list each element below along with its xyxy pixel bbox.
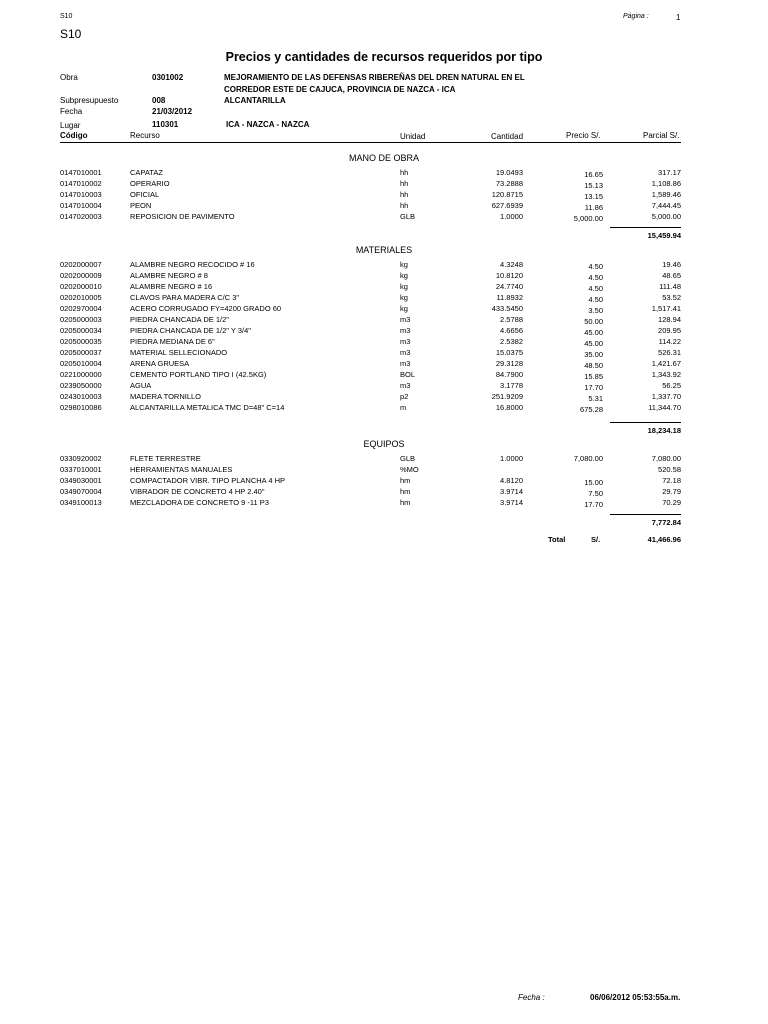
row-unit: kg <box>400 293 408 302</box>
row-resource: MADERA TORNILLO <box>130 392 201 401</box>
row-unit: hm <box>400 498 411 507</box>
table-row <box>0 260 768 271</box>
table-row <box>0 304 768 315</box>
obra-description-line1: MEJORAMIENTO DE LAS DEFENSAS RIBEREÑAS DEL DREN NATURAL EN EL <box>224 73 525 82</box>
row-code: 0147010003 <box>60 190 102 199</box>
row-resource: COMPACTADOR VIBR. TIPO PLANCHA 4 HP <box>130 476 286 485</box>
row-code: 0239050000 <box>60 381 102 390</box>
table-row <box>0 476 768 487</box>
row-unit: GLB <box>400 454 416 463</box>
row-partial: 526.31 <box>658 348 681 357</box>
table-row <box>0 370 768 381</box>
row-unit: GLB <box>400 212 416 221</box>
row-price: 4.50 <box>588 295 603 304</box>
row-price: 50.00 <box>584 317 603 326</box>
table-row <box>0 359 768 370</box>
obra-label: Obra <box>60 73 78 82</box>
row-price: 45.00 <box>584 339 603 348</box>
section-title-materiales: MATERIALES <box>355 245 413 255</box>
row-unit: hh <box>400 190 409 199</box>
total-value: 41,466.96 <box>647 535 681 544</box>
row-partial: 7,080.00 <box>651 454 681 463</box>
row-price: 5,000.00 <box>573 214 603 223</box>
row-quantity: 251.9209 <box>491 392 523 401</box>
row-quantity: 4.8120 <box>500 476 523 485</box>
page-label: Página : <box>623 13 649 20</box>
row-price: 17.70 <box>584 383 603 392</box>
row-code: 0205000003 <box>60 315 102 324</box>
row-partial: 72.18 <box>662 476 681 485</box>
subtotal-materiales: 18,234.18 <box>647 426 681 435</box>
row-partial: 70.29 <box>662 498 681 507</box>
column-header-unidad: Unidad <box>400 132 426 141</box>
row-unit: m <box>400 403 407 412</box>
table-row <box>0 326 768 337</box>
row-resource: PIEDRA CHANCADA DE 1/2" <box>130 315 229 324</box>
section-title-mano-de-obra: MANO DE OBRA <box>348 153 419 163</box>
column-header-recurso: Recurso <box>130 131 160 140</box>
row-code: 0205000037 <box>60 348 102 357</box>
row-code: 0147010001 <box>60 168 102 177</box>
row-partial: 1,589.46 <box>651 190 681 199</box>
small-system-label: S10 <box>60 13 73 20</box>
row-quantity: 120.8715 <box>491 190 523 199</box>
footer-fecha-value: 06/06/2012 05:53:55a.m. <box>590 993 681 1002</box>
row-price: 16.65 <box>584 170 603 179</box>
row-price: 4.50 <box>588 273 603 282</box>
table-row <box>0 271 768 282</box>
row-quantity: 3.1778 <box>500 381 523 390</box>
subtotal-mano-de-obra: 15,459.94 <box>647 231 681 240</box>
row-price: 7,080.00 <box>573 454 603 463</box>
row-price: 17.70 <box>584 500 603 509</box>
row-resource: MEZCLADORA DE CONCRETO 9 -11 P3 <box>130 498 269 507</box>
row-unit: hm <box>400 476 411 485</box>
table-row <box>0 190 768 201</box>
row-quantity: 73.2888 <box>495 179 523 188</box>
row-unit: kg <box>400 304 408 313</box>
row-quantity: 10.8120 <box>495 271 523 280</box>
row-partial: 53.52 <box>662 293 681 302</box>
row-unit: m3 <box>400 359 411 368</box>
row-quantity: 11.8932 <box>496 293 523 302</box>
row-price: 15.85 <box>584 372 603 381</box>
total-currency: S/. <box>591 535 601 544</box>
row-code: 0202000007 <box>60 260 102 269</box>
row-unit: m3 <box>400 348 411 357</box>
row-quantity: 3.9714 <box>500 498 523 507</box>
row-code: 0202010005 <box>60 293 102 302</box>
row-price: 45.00 <box>584 328 603 337</box>
row-unit: m3 <box>400 326 411 335</box>
table-row <box>0 315 768 326</box>
row-code: 0349030001 <box>60 476 102 485</box>
row-code: 0221000000 <box>60 370 102 379</box>
row-resource: ALCANTARILLA METALICA TMC D=48" C=14 <box>130 403 285 412</box>
row-resource: AGUA <box>130 381 152 390</box>
table-row <box>0 381 768 392</box>
row-quantity: 2.5788 <box>500 315 523 324</box>
column-header-precio: Precio S/. <box>566 131 601 140</box>
row-resource: MATERIAL SELLECIONADO <box>130 348 228 357</box>
row-price: 4.50 <box>588 284 603 293</box>
row-unit: p2 <box>400 392 409 401</box>
row-quantity: 3.9714 <box>500 487 523 496</box>
subtotal-divider <box>610 422 681 423</box>
row-partial: 1,343.92 <box>651 370 681 379</box>
row-resource: CLAVOS PARA MADERA C/C 3" <box>130 293 240 302</box>
row-resource: PEON <box>130 201 152 210</box>
row-code: 0147020003 <box>60 212 102 221</box>
report-title: Precios y cantidades de recursos requeridos por tipo <box>225 50 543 64</box>
table-row <box>0 498 768 509</box>
row-price: 15.13 <box>584 181 603 190</box>
row-code: 0205000034 <box>60 326 102 335</box>
row-partial: 128.94 <box>658 315 681 324</box>
row-resource: PIEDRA CHANCADA DE 1/2" Y 3/4" <box>130 326 251 335</box>
row-partial: 1,517.41 <box>651 304 681 313</box>
row-quantity: 1.0000 <box>500 212 523 221</box>
row-resource: REPOSICION DE PAVIMENTO <box>130 212 235 221</box>
row-price: 675.28 <box>580 405 603 414</box>
row-partial: 317.17 <box>658 168 681 177</box>
lugar-label: Lugar <box>60 121 81 130</box>
row-price: 5.31 <box>588 394 603 403</box>
row-unit: m3 <box>400 337 411 346</box>
table-row <box>0 179 768 190</box>
table-row <box>0 282 768 293</box>
row-code: 0349070004 <box>60 487 102 496</box>
row-unit: hm <box>400 487 411 496</box>
table-row <box>0 403 768 414</box>
row-partial: 29.79 <box>662 487 681 496</box>
row-quantity: 29.3128 <box>495 359 523 368</box>
row-price: 3.50 <box>588 306 603 315</box>
table-row <box>0 392 768 403</box>
row-code: 0298010086 <box>60 403 102 412</box>
row-partial: 114.22 <box>658 337 681 346</box>
row-partial: 209.95 <box>658 326 681 335</box>
subtotal-equipos: 7,772.84 <box>651 518 681 527</box>
section-title-equipos: EQUIPOS <box>363 439 405 449</box>
row-quantity: 24.7740 <box>495 282 523 291</box>
table-row <box>0 212 768 223</box>
total-label: Total <box>548 535 566 544</box>
row-partial: 5,000.00 <box>651 212 681 221</box>
row-unit: hh <box>400 179 409 188</box>
row-quantity: 84.7900 <box>495 370 523 379</box>
row-code: 0337010001 <box>60 465 102 474</box>
row-price: 11.86 <box>584 203 603 212</box>
row-price: 48.50 <box>584 361 603 370</box>
row-resource: ALAMBRE NEGRO # 16 <box>130 282 213 291</box>
row-price: 7.50 <box>588 489 603 498</box>
table-row <box>0 487 768 498</box>
row-quantity: 16.8000 <box>495 403 523 412</box>
subtotal-divider <box>610 514 681 515</box>
row-code: 0330920002 <box>60 454 102 463</box>
row-resource: CEMENTO PORTLAND TIPO I (42.5KG) <box>130 370 267 379</box>
row-code: 0147010004 <box>60 201 102 210</box>
row-code: 0243010003 <box>60 392 102 401</box>
table-row <box>0 293 768 304</box>
subpresupuesto-description: ALCANTARILLA <box>224 96 286 105</box>
row-resource: ACERO CORRUGADO FY=4200 GRADO 60 <box>130 304 282 313</box>
row-partial: 1,337.70 <box>651 392 681 401</box>
row-unit: kg <box>400 260 408 269</box>
row-partial: 520.58 <box>658 465 681 474</box>
lugar-description: ICA - NAZCA - NAZCA <box>226 120 310 129</box>
row-unit: m3 <box>400 381 411 390</box>
row-partial: 11,344.70 <box>648 403 681 412</box>
row-code: 0202000010 <box>60 282 102 291</box>
row-unit: hh <box>400 201 409 210</box>
obra-description-line2: CORREDOR ESTE DE CAJUCA, PROVINCIA DE NAZCA - ICA <box>224 85 456 94</box>
row-partial: 56.25 <box>662 381 681 390</box>
column-header-parcial: Parcial S/. <box>643 131 680 140</box>
row-price: 35.00 <box>584 350 603 359</box>
row-partial: 19.46 <box>662 260 681 269</box>
row-partial: 1,421.67 <box>651 359 681 368</box>
row-code: 0202970004 <box>60 304 102 313</box>
row-code: 0147010002 <box>60 179 102 188</box>
row-unit: kg <box>400 271 408 280</box>
row-resource: ALAMBRE NEGRO # 8 <box>130 271 208 280</box>
subpresupuesto-code: 008 <box>152 96 166 105</box>
table-row <box>0 201 768 212</box>
row-quantity: 433.5450 <box>491 304 523 313</box>
row-resource: OFICIAL <box>130 190 160 199</box>
row-partial: 7,444.45 <box>651 201 681 210</box>
row-quantity: 1.0000 <box>500 454 523 463</box>
row-unit: kg <box>400 282 408 291</box>
row-resource: HERRAMIENTAS MANUALES <box>130 465 233 474</box>
row-resource: ARENA GRUESA <box>130 359 190 368</box>
row-resource: CAPATAZ <box>130 168 163 177</box>
row-resource: ALAMBRE NEGRO RECOCIDO # 16 <box>130 260 255 269</box>
table-row <box>0 454 768 465</box>
table-row <box>0 168 768 179</box>
footer-fecha-label: Fecha : <box>518 993 545 1002</box>
column-header-cantidad: Cantidad <box>491 132 524 141</box>
row-partial: 111.48 <box>659 282 681 291</box>
row-unit: %MO <box>400 465 419 474</box>
row-quantity: 627.6939 <box>491 201 523 210</box>
lugar-code: 110301 <box>152 120 179 129</box>
table-row <box>0 348 768 359</box>
table-row <box>0 465 768 476</box>
subtotal-divider <box>610 227 681 228</box>
fecha-value: 21/03/2012 <box>152 107 193 116</box>
row-quantity: 4.3248 <box>500 260 523 269</box>
row-resource: VIBRADOR DE CONCRETO 4 HP 2.40" <box>130 487 265 496</box>
row-code: 0205010004 <box>60 359 102 368</box>
column-header-codigo: Código <box>60 131 88 140</box>
row-resource: FLETE TERRESTRE <box>130 454 201 463</box>
row-code: 0205000035 <box>60 337 102 346</box>
obra-code: 0301002 <box>152 73 184 82</box>
row-unit: BOL <box>400 370 416 379</box>
fecha-label: Fecha <box>60 107 83 116</box>
row-unit: hh <box>400 168 409 177</box>
table-row <box>0 337 768 348</box>
row-quantity: 19.0493 <box>495 168 523 177</box>
row-price: 4.50 <box>588 262 603 271</box>
row-price: 15.00 <box>584 478 603 487</box>
row-partial: 48.65 <box>662 271 681 280</box>
row-quantity: 15.0375 <box>495 348 523 357</box>
system-title: S10 <box>60 27 82 41</box>
row-quantity: 4.6656 <box>500 326 523 335</box>
column-header-divider <box>60 142 681 143</box>
row-code: 0349100013 <box>60 498 102 507</box>
row-resource: OPERARIO <box>130 179 170 188</box>
row-code: 0202000009 <box>60 271 102 280</box>
row-price: 13.15 <box>584 192 603 201</box>
subpresupuesto-label: Subpresupuesto <box>60 96 119 105</box>
row-unit: m3 <box>400 315 411 324</box>
page-number: 1 <box>676 13 681 22</box>
row-quantity: 2.5382 <box>500 337 523 346</box>
row-partial: 1,108.86 <box>651 179 681 188</box>
row-resource: PIEDRA MEDIANA DE 6" <box>130 337 215 346</box>
